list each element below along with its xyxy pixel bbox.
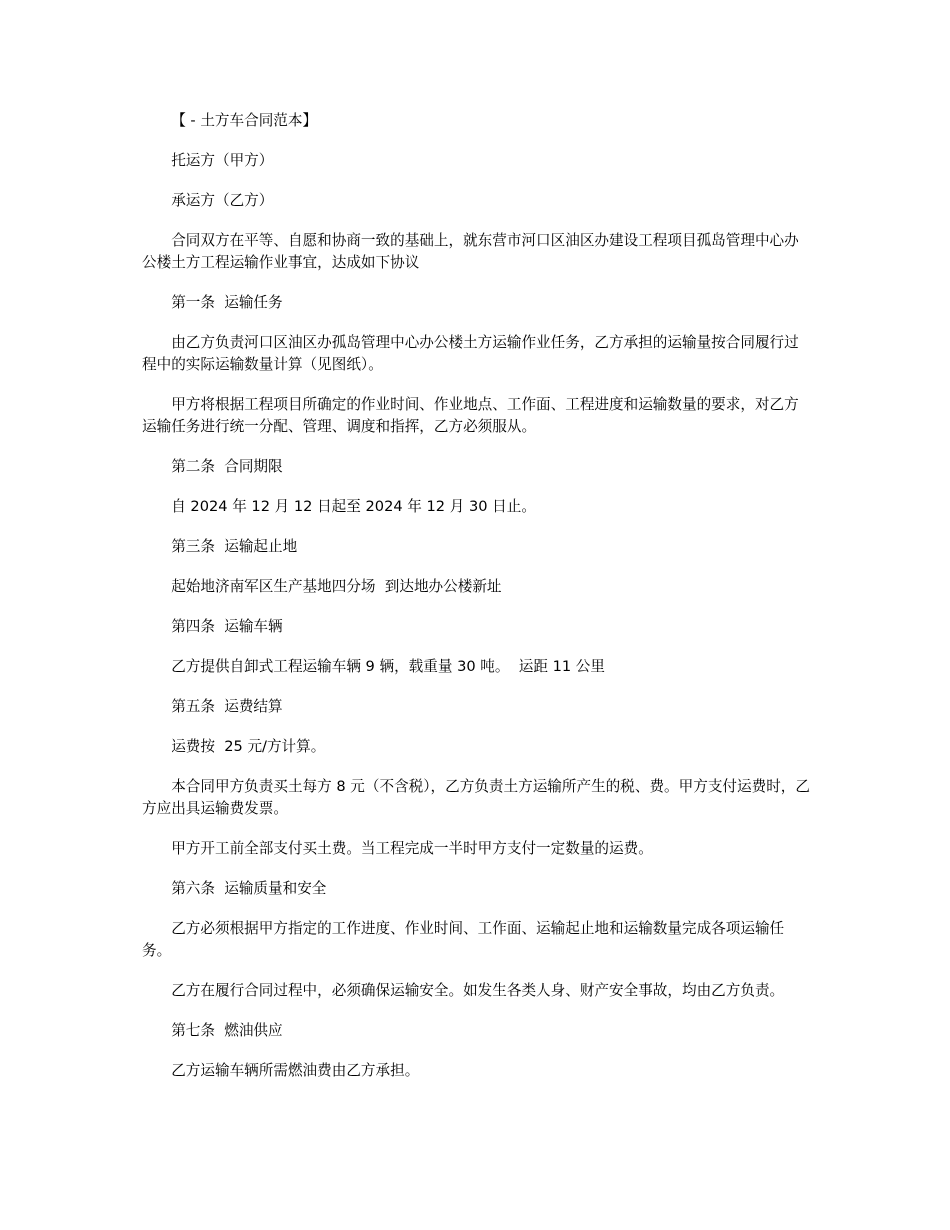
article-5-heading: 第五条 运费结算 — [171, 698, 283, 715]
quality-paragraph: 乙方必须根据甲方指定的工作进度、作业时间、工作面、运输起止地和运输数量完成各项运输任务。 — [142, 920, 785, 959]
document-title: 【 - 土方车合同范本】 — [171, 112, 318, 129]
party-a-line: 托运方（甲方） — [171, 152, 274, 169]
party-b-line: 承运方（乙方） — [171, 192, 274, 209]
article-2-heading: 第二条 合同期限 — [171, 458, 283, 475]
preamble-paragraph: 合同双方在平等、自愿和协商一致的基础上，就东营市河口区油区办建设工程项目孤岛管理中心办公楼土方工程运输作业事宜，达成如下协议 — [142, 232, 799, 271]
article-1-heading: 第一条 运输任务 — [171, 294, 283, 311]
article-1-paragraph-2: 甲方将根据工程项目所确定的作业时间、作业地点、工作面、工程进度和运输数量的要求，对乙方运输任务进行统一分配、管理、调度和指挥，乙方必须服从。 — [142, 396, 799, 435]
document-page — [142, 110, 810, 1100]
article-1-paragraph-1: 由乙方负责河口区油区办孤岛管理中心办公楼土方运输作业任务，乙方承担的运输量按合同履行过程中的实际运输数量计算（见图纸）。 — [142, 334, 799, 373]
route-paragraph: 起始地济南军区生产基地四分场 到达地办公楼新址 — [171, 578, 502, 595]
payment-schedule-paragraph: 甲方开工前全部支付买土费。当工程完成一半时甲方支付一定数量的运费。 — [171, 840, 653, 857]
article-7-heading: 第七条 燃油供应 — [171, 1022, 283, 1039]
contract-period-paragraph: 自 2024 年 12 月 12 日起至 2024 年 12 月 30 日止。 — [171, 498, 536, 515]
vehicles-paragraph: 乙方提供自卸式工程运输车辆 9 辆，载重量 30 吨。 运距 11 公里 — [171, 658, 605, 675]
safety-paragraph: 乙方在履行合同过程中，必须确保运输安全。如发生各类人身、财产安全事故，均由乙方负责。 — [171, 982, 785, 999]
fuel-paragraph: 乙方运输车辆所需燃油费由乙方承担。 — [171, 1062, 420, 1079]
soil-purchase-paragraph: 本合同甲方负责买土每方 8 元（不含税），乙方负责土方运输所产生的税、费。甲方支付运费时，乙方应出具运输费发票。 — [142, 778, 810, 817]
freight-rate-paragraph: 运费按 25 元/方计算。 — [171, 738, 326, 755]
article-6-heading: 第六条 运输质量和安全 — [171, 880, 327, 897]
article-3-heading: 第三条 运输起止地 — [171, 538, 298, 555]
article-4-heading: 第四条 运输车辆 — [171, 618, 283, 635]
